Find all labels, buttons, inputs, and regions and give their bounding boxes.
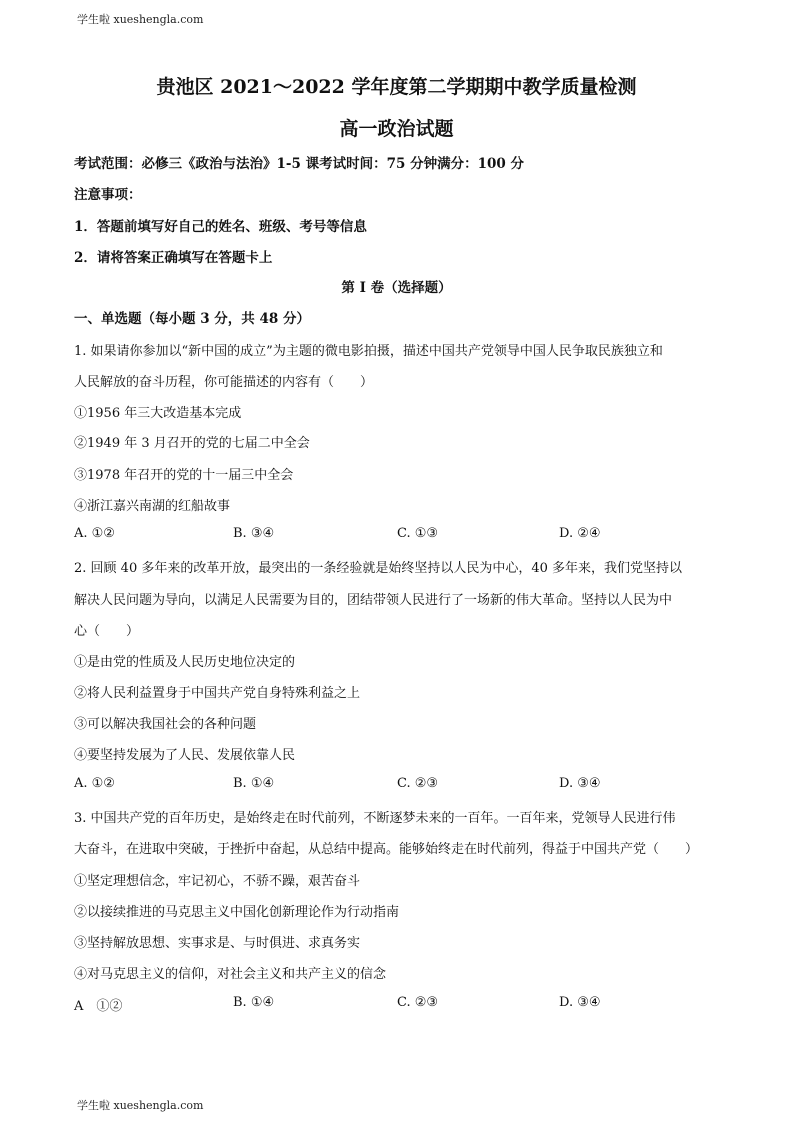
question-3-statement: ②以接续推进的马克思主义中国化创新理论作为行动指南 bbox=[74, 905, 400, 920]
notice-item: 2．请将答案正确填写在答题卡上 bbox=[74, 250, 273, 266]
question-3-option-b: B. ①④ bbox=[233, 995, 275, 1010]
question-1-option-c: C. ①③ bbox=[397, 526, 439, 541]
page-header: 学生啦 xueshengla.com bbox=[77, 13, 204, 26]
question-2-option-a: A. ①② bbox=[74, 776, 115, 791]
question-1-statement: ②1949 年 3 月召开的党的七届二中全会 bbox=[74, 436, 310, 451]
question-2-stem: 解决人民问题为导向，以满足人民需要为目的，团结带领人民进行了一场新的伟大革命。坚持以人民为中 bbox=[74, 593, 673, 608]
question-2-stem: 2. 回顾 40 多年来的改革开放，最突出的一条经验就是始终坚持以人民为中心，40 多年来，我们党坚持以 bbox=[74, 561, 683, 576]
question-3-stem: 大奋斗，在进取中突破，于挫折中奋起，从总结中提高。能够始终走在时代前列，得益于中国共产党（ ） bbox=[74, 842, 699, 857]
question-1-statement: ④浙江嘉兴南湖的红船故事 bbox=[74, 499, 231, 514]
question-1-option-a: A. ①② bbox=[74, 526, 115, 541]
question-2-statement: ②将人民利益置身于中国共产党自身特殊利益之上 bbox=[74, 686, 361, 701]
exam-subtitle: 高一政治试题 bbox=[339, 118, 454, 140]
question-3-statement: ④对马克思主义的信仰，对社会主义和共产主义的信念 bbox=[74, 967, 387, 982]
notice-item: 1．答题前填写好自己的姓名、班级、考号等信息 bbox=[74, 219, 367, 235]
question-2-statement: ③可以解决我国社会的各种问题 bbox=[74, 717, 257, 732]
question-1-stem: 人民解放的奋斗历程，你可能描述的内容有（ ） bbox=[74, 375, 374, 390]
question-1-stem: 1. 如果请你参加以“新中国的成立”为主题的微电影拍摄，描述中国共产党领导中国人民争取民族独立和 bbox=[74, 344, 663, 359]
question-2-statement: ①是由党的性质及人民历史地位决定的 bbox=[74, 655, 296, 670]
exam-info: 考试范围：必修三《政治与法治》1-5 课考试时间：75 分钟满分：100 分 bbox=[74, 156, 524, 172]
question-1-option-b: B. ③④ bbox=[233, 526, 275, 541]
question-2-stem: 心（ ） bbox=[74, 624, 140, 639]
question-1-option-d: D. ②④ bbox=[559, 526, 601, 541]
page-footer: 学生啦 xueshengla.com bbox=[77, 1099, 204, 1112]
question-2-option-c: C. ②③ bbox=[397, 776, 439, 791]
question-2-option-d: D. ③④ bbox=[559, 776, 601, 791]
question-3-stem: 3. 中国共产党的百年历史，是始终走在时代前列，不断逐梦未来的一百年。一百年来，党领导人民进行伟 bbox=[74, 811, 676, 826]
section-heading: 一、单选题（每小题 3 分，共 48 分） bbox=[74, 311, 310, 327]
question-3-statement: ①坚定理想信念，牢记初心，不骄不躁，艰苦奋斗 bbox=[74, 874, 361, 889]
question-1-statement: ③1978 年召开的党的十一届三中全会 bbox=[74, 468, 294, 483]
question-1-statement: ①1956 年三大改造基本完成 bbox=[74, 406, 242, 421]
question-2-option-b: B. ①④ bbox=[233, 776, 275, 791]
question-3-option-d: D. ③④ bbox=[559, 995, 601, 1010]
part-heading: 第 I 卷（选择题） bbox=[341, 280, 452, 296]
exam-title: 贵池区 2021～2022 学年度第二学期期中教学质量检测 bbox=[156, 76, 637, 98]
question-2-statement: ④要坚持发展为了人民、发展依靠人民 bbox=[74, 748, 296, 763]
question-3-option-c: C. ②③ bbox=[397, 995, 439, 1010]
question-3-statement: ③坚持解放思想、实事求是、与时俱进、求真务实 bbox=[74, 936, 361, 951]
question-3-option-a: A ①② bbox=[74, 999, 123, 1014]
notice-heading: 注意事项： bbox=[74, 187, 142, 203]
